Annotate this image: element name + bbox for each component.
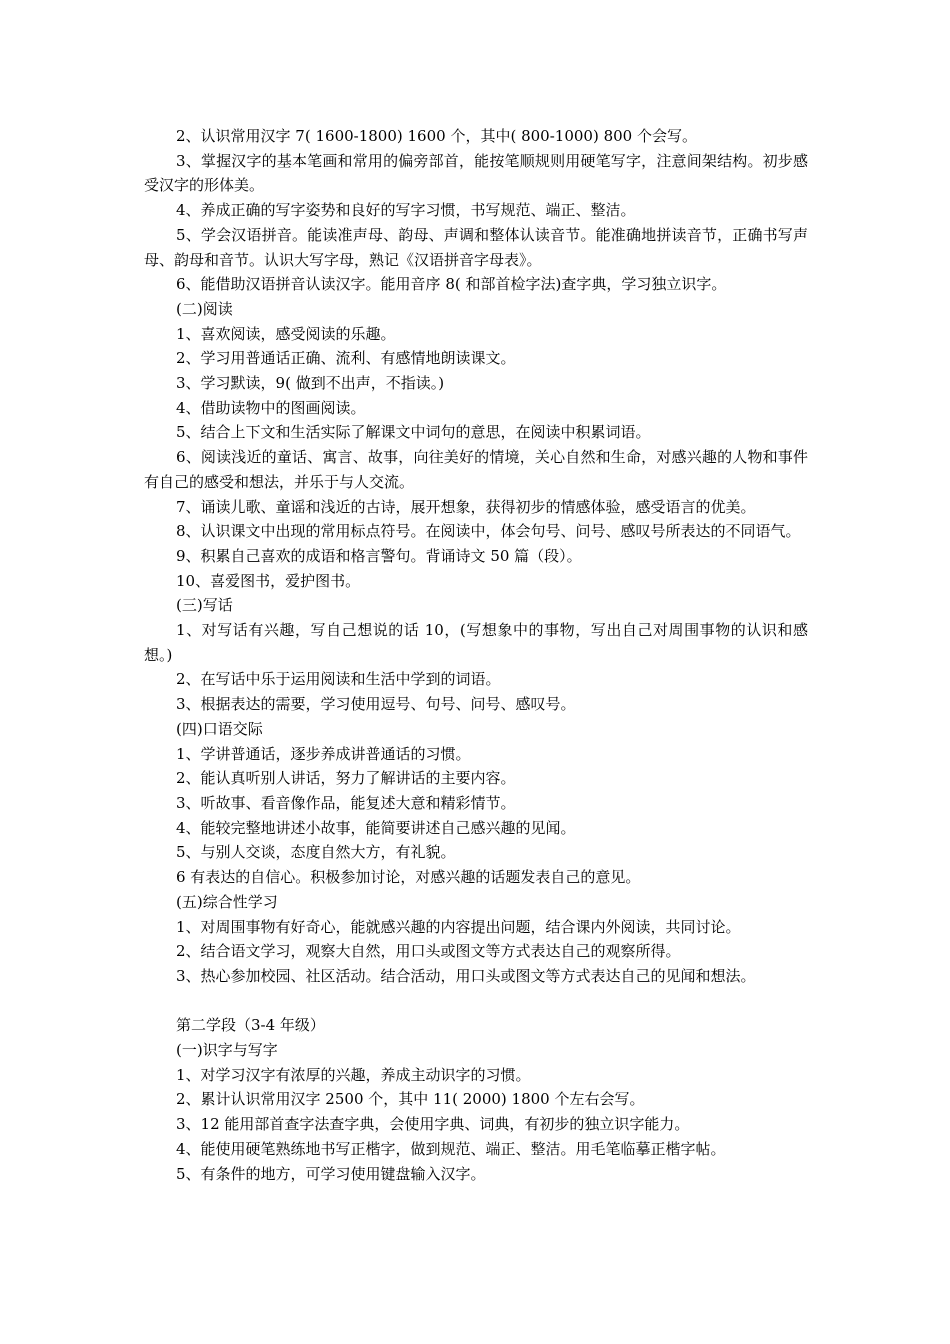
stage-heading: 第二学段（3-4 年级） [176, 1016, 325, 1035]
paragraph: 4、能使用硬笔熟练地书写正楷字，做到规范、端正、整洁。用毛笔临摹正楷字帖。 [176, 1139, 726, 1158]
paragraph: 1、喜欢阅读，感受阅读的乐趣。 [176, 324, 396, 343]
paragraph: 1、对学习汉字有浓厚的兴趣，养成主动识字的习惯。 [176, 1065, 531, 1084]
paragraph: 2、学习用普通话正确、流利、有感情地朗读课文。 [176, 349, 516, 368]
paragraph: 2、在写话中乐于运用阅读和生活中学到的词语。 [176, 670, 501, 689]
paragraph: 1、学讲普通话，逐步养成讲普通话的习惯。 [176, 744, 471, 763]
paragraph: 6 有表达的自信心。积极参加讨论，对感兴趣的话题发表自己的意见。 [176, 868, 641, 887]
paragraph: 10、喜爱图书，爱护图书。 [176, 571, 361, 590]
paragraph: 3、掌握汉字的基本笔画和常用的偏旁部首，能按笔顺规则用硬笔写字，注意间架结构。初步感受汉字的形体美。 [144, 151, 808, 195]
paragraph: 8、认识课文中出现的常用标点符号。在阅读中，体会句号、问号、感叹号所表达的不同语气。 [176, 522, 801, 541]
paragraph: 9、积累自己喜欢的成语和格言警句。背诵诗文 50 篇（段）。 [176, 546, 582, 565]
paragraph: 3、根据表达的需要，学习使用逗号、句号、问号、感叹号。 [176, 695, 576, 714]
paragraph: 2、能认真听别人讲话，努力了解讲话的主要内容。 [176, 769, 516, 788]
paragraph: 4、养成正确的写字姿势和良好的写字习惯，书写规范、端正、整洁。 [176, 201, 636, 220]
paragraph: 4、能较完整地讲述小故事，能简要讲述自己感兴趣的见闻。 [176, 818, 576, 837]
paragraph: 5、学会汉语拼音。能读准声母、韵母、声调和整体认读音节。能准确地拼读音节，正确书写声母、韵母和音节。认识大写字母，熟记《汉语拼音字母表》。 [144, 225, 808, 269]
section-heading: (二)阅读 [176, 299, 233, 318]
paragraph: 6、能借助汉语拼音认读汉字。能用音序 8( 和部首检字法)查字典，学习独立识字。 [176, 275, 727, 294]
paragraph: 2、累计认识常用汉字 2500 个，其中 11( 2000) 1800 个左右会写。 [176, 1090, 645, 1109]
paragraph: 2、结合语文学习，观察大自然，用口头或图文等方式表达自己的观察所得。 [176, 942, 681, 961]
paragraph: 4、借助读物中的图画阅读。 [176, 398, 366, 417]
section-heading: (一)识字与写字 [176, 1041, 278, 1059]
section-heading: (三)写话 [176, 596, 233, 615]
blank-line [144, 989, 808, 1014]
document-page [144, 124, 808, 1186]
paragraph: 5、有条件的地方，可学习使用键盘输入汉字。 [176, 1164, 486, 1183]
paragraph: 7、诵读儿歌、童谣和浅近的古诗，展开想象，获得初步的情感体验，感受语言的优美。 [176, 497, 756, 516]
paragraph: 3、12 能用部首查字法查字典，会使用字典、词典，有初步的独立识字能力。 [176, 1115, 690, 1134]
section-heading: (五)综合性学习 [176, 892, 278, 911]
paragraph: 3、听故事、看音像作品，能复述大意和精彩情节。 [176, 793, 516, 812]
section-heading: (四)口语交际 [176, 719, 263, 738]
paragraph: 5、与别人交谈，态度自然大方，有礼貌。 [176, 843, 456, 862]
paragraph: 5、结合上下文和生活实际了解课文中词句的意思，在阅读中积累词语。 [176, 423, 651, 442]
paragraph: 3、学习默读，9( 做到不出声，不指读。) [176, 374, 445, 393]
paragraph: 1、对写话有兴趣，写自己想说的话 10，(写想象中的事物，写出自己对周围事物的认识和感想。) [144, 621, 808, 664]
paragraph: 6、阅读浅近的童话、寓言、故事，向往美好的情境，关心自然和生命，对感兴趣的人物和事件有自己的感受和想法，并乐于与人交流。 [144, 448, 808, 491]
paragraph: 1、对周围事物有好奇心，能就感兴趣的内容提出问题，结合课内外阅读，共同讨论。 [176, 917, 741, 936]
paragraph: 3、热心参加校园、社区活动。结合活动，用口头或图文等方式表达自己的见闻和想法。 [176, 966, 756, 985]
paragraph: 2、认识常用汉字 7( 1600-1800) 1600 个，其中( 800-1000) 800 个会写。 [176, 127, 697, 145]
